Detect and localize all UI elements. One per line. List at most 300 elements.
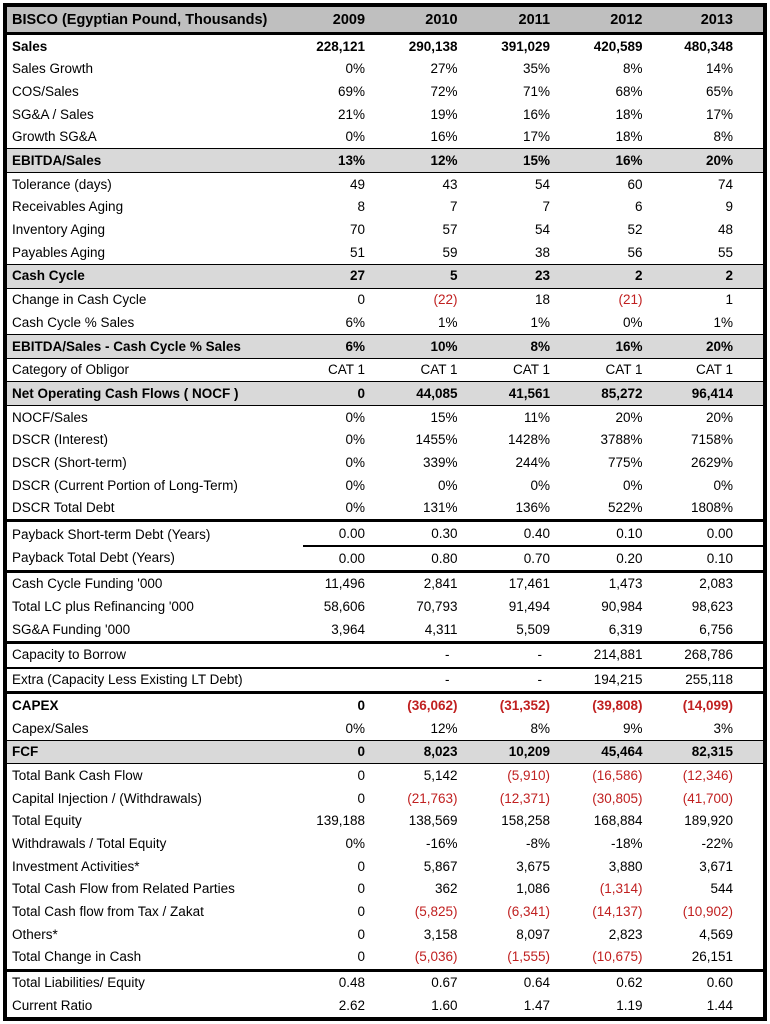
table-header: [5, 5, 765, 34]
cell-value: [303, 668, 395, 693]
year-header: 2013: [673, 5, 766, 34]
table-row: [5, 334, 765, 358]
cell-value: 0.48: [338, 975, 366, 991]
row-label: Inventory Aging: [12, 222, 106, 238]
table-row: [5, 764, 765, 787]
cell-value: 0: [357, 904, 366, 920]
cell-value: 1%: [438, 314, 458, 330]
cell-value: (21): [618, 292, 643, 308]
cell-value: 391,029: [501, 38, 551, 54]
cell-value: 2,823: [608, 926, 643, 942]
table-row: [5, 994, 765, 1019]
cell-value: (12,346): [682, 767, 733, 783]
cell-value: 0: [357, 790, 366, 806]
cell-value: 7158%: [690, 432, 733, 448]
cell-value: 2: [673, 264, 766, 288]
table-row: [5, 668, 765, 693]
cell-value: 0%: [345, 835, 366, 851]
row-label: Total Cash flow from Tax / Zakat: [12, 904, 204, 920]
cell-value: (10,675): [580, 946, 672, 970]
table-row: [5, 311, 765, 334]
cell-value: 70,793: [416, 599, 458, 615]
cell-value: 11,496: [324, 576, 366, 592]
cell-value: 59: [442, 244, 458, 260]
row-label: Change in Cash Cycle: [12, 292, 147, 308]
cell-value: 18%: [615, 129, 643, 145]
cell-value: 9%: [622, 720, 643, 736]
cell-value: 8%: [622, 61, 643, 77]
cell-value: 2,083: [699, 576, 733, 592]
cell-value: 15%: [430, 409, 458, 425]
row-label: Extra (Capacity Less Existing LT Debt): [5, 668, 303, 693]
table-row: [5, 219, 765, 242]
table-row: [5, 196, 765, 219]
table-row: [5, 58, 765, 81]
table-row: [5, 810, 765, 833]
cell-value: 85,272: [580, 382, 672, 406]
cell-value: 1,473: [608, 576, 643, 592]
cell-value: 544: [710, 881, 733, 897]
cell-value: 0: [357, 881, 366, 897]
row-label: DSCR (Current Portion of Long-Term): [12, 477, 238, 493]
cell-value: 41,561: [488, 382, 580, 406]
header-row: [5, 5, 765, 34]
row-label: SG&A / Sales: [12, 106, 94, 122]
cell-value: 8,023: [395, 740, 487, 764]
table-row: [5, 34, 765, 58]
cell-value: 20%: [673, 149, 766, 173]
cell-value: 2: [580, 264, 672, 288]
cell-value: 6,319: [580, 618, 672, 642]
cell-value: 131%: [395, 497, 487, 521]
cell-value: 12%: [395, 149, 487, 173]
row-label: Cash Cycle % Sales: [12, 314, 135, 330]
cell-value: 0.20: [580, 546, 672, 571]
cell-value: 8%: [530, 720, 551, 736]
cell-value: (30,805): [592, 790, 643, 806]
cell-value: 0: [357, 858, 366, 874]
cell-value: (1,555): [488, 946, 580, 970]
cell-value: 65%: [705, 83, 733, 99]
year-header: 2010: [395, 5, 487, 34]
cell-value: 0: [357, 926, 366, 942]
cell-value: 68%: [615, 83, 643, 99]
cell-value: CAT 1: [695, 362, 733, 378]
year-header: 2009: [303, 5, 395, 34]
row-label: EBITDA/Sales - Cash Cycle % Sales: [5, 334, 303, 358]
cell-value: 69%: [338, 83, 366, 99]
cell-value: 3,675: [516, 858, 551, 874]
cell-value: 91,494: [508, 599, 551, 615]
cell-value: 1.47: [523, 997, 551, 1013]
cell-value: 6%: [303, 334, 395, 358]
cell-value: 522%: [580, 497, 672, 521]
cell-value: 3788%: [600, 432, 643, 448]
cell-value: 16%: [522, 106, 551, 122]
cell-value: (16,586): [592, 767, 643, 783]
row-label: EBITDA/Sales: [5, 149, 303, 173]
cell-value: 8: [357, 199, 366, 215]
cell-value: 136%: [488, 497, 580, 521]
cell-value: [303, 642, 395, 667]
year-header: 2011: [488, 5, 580, 34]
cell-value: 82,315: [673, 740, 766, 764]
cell-value: 0.10: [580, 521, 672, 546]
row-label: Total Liabilities/ Equity: [12, 975, 145, 991]
cell-value: 51: [350, 244, 366, 260]
cell-value: 158,258: [501, 813, 551, 829]
table-row: [5, 288, 765, 311]
cell-value: 0.62: [616, 975, 643, 991]
cell-value: 18%: [615, 106, 643, 122]
cell-value: 10%: [395, 334, 487, 358]
cell-value: 0.00: [303, 546, 395, 571]
cell-value: -: [395, 668, 487, 693]
row-label: Capex/Sales: [12, 720, 89, 736]
cell-value: 2,841: [423, 576, 458, 592]
cell-value: 0%: [438, 477, 458, 493]
table-row: [5, 173, 765, 196]
cell-value: 19%: [430, 106, 458, 122]
table-row: [5, 642, 765, 667]
cell-value: 54: [534, 176, 551, 192]
row-label: Capacity to Borrow: [5, 642, 303, 667]
cell-value: 18: [534, 292, 551, 308]
cell-value: 194,215: [580, 668, 672, 693]
row-label: Total Change in Cash: [5, 946, 303, 970]
cell-value: 0.70: [488, 546, 580, 571]
cell-value: 0.64: [523, 975, 551, 991]
table-row: [5, 740, 765, 764]
cell-value: 60: [627, 176, 643, 192]
table-row: [5, 264, 765, 288]
row-label: Category of Obligor: [12, 362, 130, 378]
table-row: [5, 406, 765, 429]
cell-value: 6%: [345, 314, 366, 330]
cell-value: 43: [442, 176, 458, 192]
table-row: [5, 358, 765, 382]
cell-value: 189,920: [684, 813, 733, 829]
cell-value: 0: [357, 767, 366, 783]
cell-value: 0: [357, 292, 366, 308]
row-label: Cash Cycle: [5, 264, 303, 288]
cell-value: (1,314): [599, 881, 643, 897]
row-label: SG&A Funding '000: [5, 618, 303, 642]
row-label: DSCR (Interest): [12, 432, 109, 448]
cell-value: 52: [627, 222, 643, 238]
cell-value: 8%: [488, 334, 580, 358]
cell-value: 4,311: [395, 618, 487, 642]
row-label: CAPEX: [12, 697, 59, 713]
cell-value: 9: [725, 199, 733, 215]
cell-value: 290,138: [408, 38, 458, 54]
cell-value: 3%: [713, 720, 733, 736]
row-label: Sales: [12, 38, 48, 54]
cell-value: 0: [357, 697, 366, 713]
cell-value: 57: [442, 222, 458, 238]
cell-value: 21%: [338, 106, 366, 122]
row-label: Withdrawals / Total Equity: [12, 835, 167, 851]
table-row: [5, 80, 765, 103]
cell-value: 20%: [615, 409, 643, 425]
table-row: [5, 618, 765, 642]
row-label: COS/Sales: [12, 83, 79, 99]
cell-value: 20%: [705, 409, 733, 425]
table-row: [5, 149, 765, 173]
cell-value: 0: [303, 740, 395, 764]
cell-value: CAT 1: [420, 362, 458, 378]
cell-value: 268,786: [673, 642, 766, 667]
cell-value: 0.00: [673, 521, 766, 546]
cell-value: 244%: [515, 454, 551, 470]
cell-value: 5,509: [488, 618, 580, 642]
cell-value: 0%: [345, 454, 366, 470]
row-label: Total Bank Cash Flow: [12, 767, 143, 783]
row-label: Payables Aging: [12, 244, 106, 260]
row-label: NOCF/Sales: [12, 409, 88, 425]
row-label: FCF: [5, 740, 303, 764]
table-title: BISCO (Egyptian Pound, Thousands): [5, 5, 303, 34]
cell-value: 14%: [705, 61, 733, 77]
cell-value: 0%: [622, 314, 643, 330]
cell-value: 17%: [522, 129, 551, 145]
table-row: [5, 787, 765, 810]
cell-value: 1%: [713, 314, 733, 330]
cell-value: 138,569: [408, 813, 458, 829]
cell-value: 0: [303, 382, 395, 406]
year-header: 2012: [580, 5, 672, 34]
cell-value: 3,158: [423, 926, 458, 942]
cell-value: -8%: [526, 835, 551, 851]
cell-value: 10,209: [488, 740, 580, 764]
cell-value: 3,880: [608, 858, 643, 874]
cell-value: -18%: [610, 835, 643, 851]
cell-value: 0.60: [706, 975, 733, 991]
cell-value: 55: [717, 244, 733, 260]
cell-value: 17,461: [508, 576, 551, 592]
cell-value: 16%: [580, 334, 672, 358]
table-row: [5, 693, 765, 717]
cell-value: 4,569: [699, 926, 733, 942]
cell-value: (5,036): [395, 946, 487, 970]
table-row: [5, 521, 765, 546]
cell-value: 1%: [530, 314, 551, 330]
table-row: [5, 126, 765, 149]
cell-value: 90,984: [601, 599, 643, 615]
cell-value: 74: [717, 176, 733, 192]
table-row: [5, 946, 765, 970]
table-row: [5, 474, 765, 497]
cell-value: 71%: [522, 83, 551, 99]
cell-value: (41,700): [682, 790, 733, 806]
cell-value: 16%: [430, 129, 458, 145]
cell-value: 1.19: [616, 997, 643, 1013]
table-row: [5, 497, 765, 521]
cell-value: (10,902): [682, 904, 733, 920]
cell-value: (14,099): [682, 697, 733, 713]
table-row: [5, 900, 765, 923]
cell-value: 11%: [523, 409, 551, 425]
cell-value: 362: [435, 881, 458, 897]
cell-value: (31,352): [499, 697, 551, 713]
financial-statement-table: [3, 3, 767, 1021]
cell-value: 38: [534, 244, 551, 260]
cell-value: 8%: [713, 129, 733, 145]
cell-value: 8,097: [516, 926, 551, 942]
table-row: [5, 717, 765, 740]
cell-value: 12%: [430, 720, 458, 736]
table-row: [5, 878, 765, 901]
cell-value: 0%: [713, 477, 733, 493]
cell-value: -16%: [426, 835, 458, 851]
table-row: [5, 855, 765, 878]
cell-value: 98,623: [691, 599, 733, 615]
row-label: Total LC plus Refinancing '000: [12, 599, 194, 615]
cell-value: 0%: [345, 477, 366, 493]
cell-value: 0%: [622, 477, 643, 493]
cell-value: 168,884: [593, 813, 643, 829]
cell-value: 27: [303, 264, 395, 288]
row-label: DSCR Total Debt: [5, 497, 303, 521]
cell-value: 2629%: [690, 454, 733, 470]
cell-value: 0%: [345, 129, 366, 145]
cell-value: 48: [717, 222, 733, 238]
cell-value: 1.60: [431, 997, 458, 1013]
cell-value: 16%: [580, 149, 672, 173]
cell-value: 45,464: [580, 740, 672, 764]
cell-value: 228,121: [316, 38, 366, 54]
cell-value: 339%: [423, 454, 458, 470]
cell-value: (39,808): [592, 697, 643, 713]
cell-value: 0.40: [488, 521, 580, 546]
cell-value: 13%: [303, 149, 395, 173]
cell-value: 0.30: [395, 521, 487, 546]
cell-value: 17%: [705, 106, 733, 122]
cell-value: 0.00: [303, 521, 395, 546]
cell-value: (14,137): [592, 904, 643, 920]
cell-value: 2.62: [338, 997, 366, 1013]
table-row: [5, 571, 765, 595]
cell-value: (5,825): [414, 904, 458, 920]
row-label: Payback Total Debt (Years): [5, 546, 303, 571]
cell-value: 35%: [522, 61, 551, 77]
cell-value: 1.44: [706, 997, 733, 1013]
cell-value: 0.80: [395, 546, 487, 571]
row-label: Cash Cycle Funding '000: [12, 576, 163, 592]
cell-value: 0%: [345, 432, 366, 448]
cell-value: (12,371): [499, 790, 551, 806]
row-label: Net Operating Cash Flows ( NOCF ): [5, 382, 303, 406]
row-label: Capital Injection / (Withdrawals): [12, 790, 202, 806]
cell-value: -22%: [701, 835, 733, 851]
cell-value: 72%: [430, 83, 458, 99]
table-row: [5, 103, 765, 126]
cell-value: 0%: [345, 720, 366, 736]
row-label: Current Ratio: [12, 997, 93, 1013]
cell-value: 96,414: [673, 382, 766, 406]
cell-value: 0%: [345, 61, 366, 77]
row-label: Total Cash Flow from Related Parties: [12, 881, 235, 897]
table-row: [5, 451, 765, 474]
cell-value: 0%: [303, 497, 395, 521]
cell-value: 23: [488, 264, 580, 288]
cell-value: CAT 1: [605, 362, 643, 378]
cell-value: 54: [534, 222, 551, 238]
cell-value: 7: [542, 199, 551, 215]
table-row: [5, 429, 765, 452]
table-row: [5, 923, 765, 946]
table-row: [5, 832, 765, 855]
cell-value: 7: [450, 199, 458, 215]
row-label: DSCR (Short-term): [12, 454, 127, 470]
row-label: Receivables Aging: [12, 199, 124, 215]
cell-value: 1808%: [673, 497, 766, 521]
row-label: Total Equity: [12, 813, 82, 829]
cell-value: 1: [725, 292, 733, 308]
cell-value: 27%: [430, 61, 458, 77]
cell-value: 49: [350, 176, 366, 192]
cell-value: 0.67: [431, 975, 458, 991]
row-label: Payback Short-term Debt (Years): [12, 526, 211, 542]
cell-value: 0: [303, 946, 395, 970]
cell-value: 26,151: [673, 946, 766, 970]
cell-value: 255,118: [673, 668, 766, 693]
row-label: Tolerance (days): [12, 176, 112, 192]
row-label: Growth SG&A: [12, 129, 97, 145]
cell-value: 58,606: [323, 599, 366, 615]
table-body: [5, 34, 765, 1019]
cell-value: -: [395, 642, 487, 667]
cell-value: (22): [433, 292, 458, 308]
cell-value: 5,867: [423, 858, 458, 874]
cell-value: 6: [634, 199, 643, 215]
table-row: [5, 596, 765, 619]
row-label: Others*: [12, 926, 58, 942]
cell-value: (5,910): [507, 767, 551, 783]
cell-value: 56: [627, 244, 643, 260]
cell-value: (21,763): [407, 790, 458, 806]
cell-value: 480,348: [684, 38, 733, 54]
cell-value: 5: [395, 264, 487, 288]
table-row: [5, 241, 765, 264]
cell-value: -: [488, 668, 580, 693]
cell-value: -: [488, 642, 580, 667]
row-label: Sales Growth: [12, 61, 94, 77]
cell-value: 420,589: [593, 38, 643, 54]
cell-value: 15%: [488, 149, 580, 173]
table-row: [5, 382, 765, 406]
table-row: [5, 546, 765, 571]
cell-value: 0%: [345, 409, 366, 425]
cell-value: 139,188: [316, 813, 366, 829]
cell-value: 3,964: [303, 618, 395, 642]
cell-value: 1455%: [415, 432, 458, 448]
table-row: [5, 970, 765, 994]
cell-value: 5,142: [423, 767, 458, 783]
cell-value: 44,085: [395, 382, 487, 406]
cell-value: 1428%: [507, 432, 551, 448]
cell-value: 6,756: [673, 618, 766, 642]
cell-value: (6,341): [507, 904, 551, 920]
cell-value: 20%: [673, 334, 766, 358]
cell-value: 1,086: [516, 881, 551, 897]
cell-value: (36,062): [407, 697, 458, 713]
cell-value: 3,671: [699, 858, 733, 874]
cell-value: 775%: [607, 454, 643, 470]
cell-value: 0.10: [673, 546, 766, 571]
row-label: Investment Activities*: [12, 858, 140, 874]
cell-value: 0%: [530, 477, 551, 493]
